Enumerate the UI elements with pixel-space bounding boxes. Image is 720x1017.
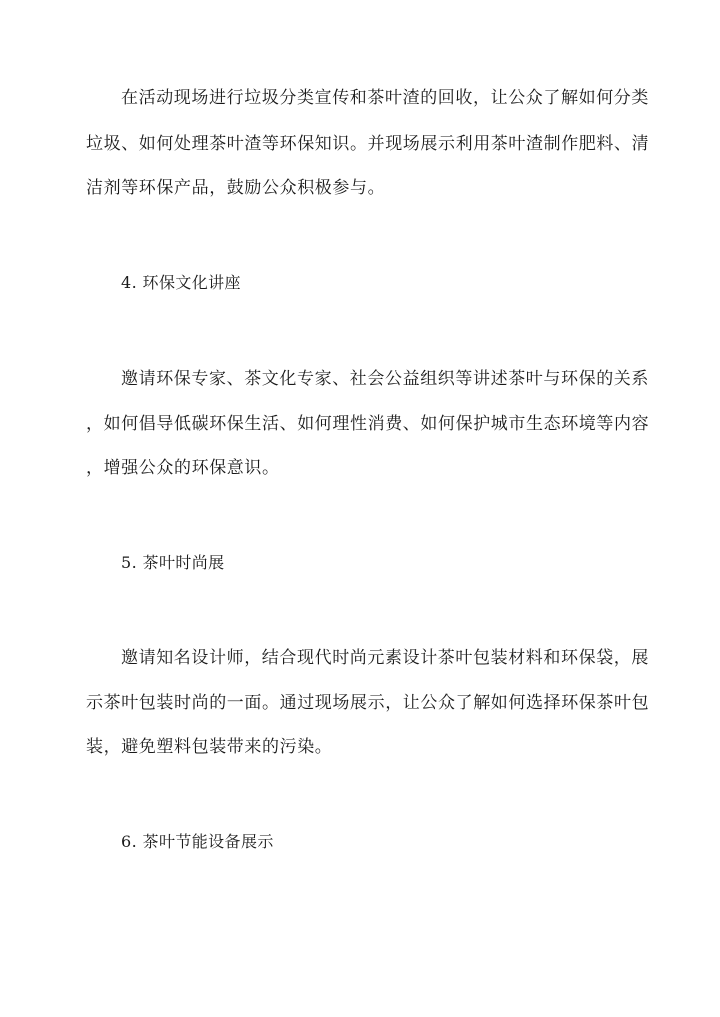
paragraph-line: 示茶叶包装时尚的一面。通过现场展示，让公众了解如何选择环保茶叶包	[86, 693, 650, 713]
paragraph-line: ，增强公众的环保意识。	[86, 458, 280, 478]
paragraph-line: 装，避免塑料包装带来的污染。	[86, 737, 333, 757]
section-heading-5: 5. 茶叶时尚展	[121, 553, 225, 572]
section-heading-4: 4. 环保文化讲座	[121, 273, 241, 292]
section-heading-6: 6. 茶叶节能设备展示	[121, 832, 274, 851]
paragraph-line: 邀请环保专家、茶文化专家、社会公益组织等讲述茶叶与环保的关系	[121, 369, 649, 389]
paragraph-line: ，如何倡导低碳环保生活、如何理性消费、如何保护城市生态环境等内容	[86, 414, 650, 434]
paragraph-line: 洁剂等环保产品，鼓励公众积极参与。	[86, 178, 386, 198]
paragraph-line: 邀请知名设计师，结合现代时尚元素设计茶叶包装材料和环保袋，展	[121, 648, 649, 668]
paragraph-line: 在活动现场进行垃圾分类宣传和茶叶渣的回收，让公众了解如何分类	[121, 88, 649, 108]
paragraph-line: 垃圾、如何处理茶叶渣等环保知识。并现场展示利用茶叶渣制作肥料、清	[86, 134, 650, 154]
